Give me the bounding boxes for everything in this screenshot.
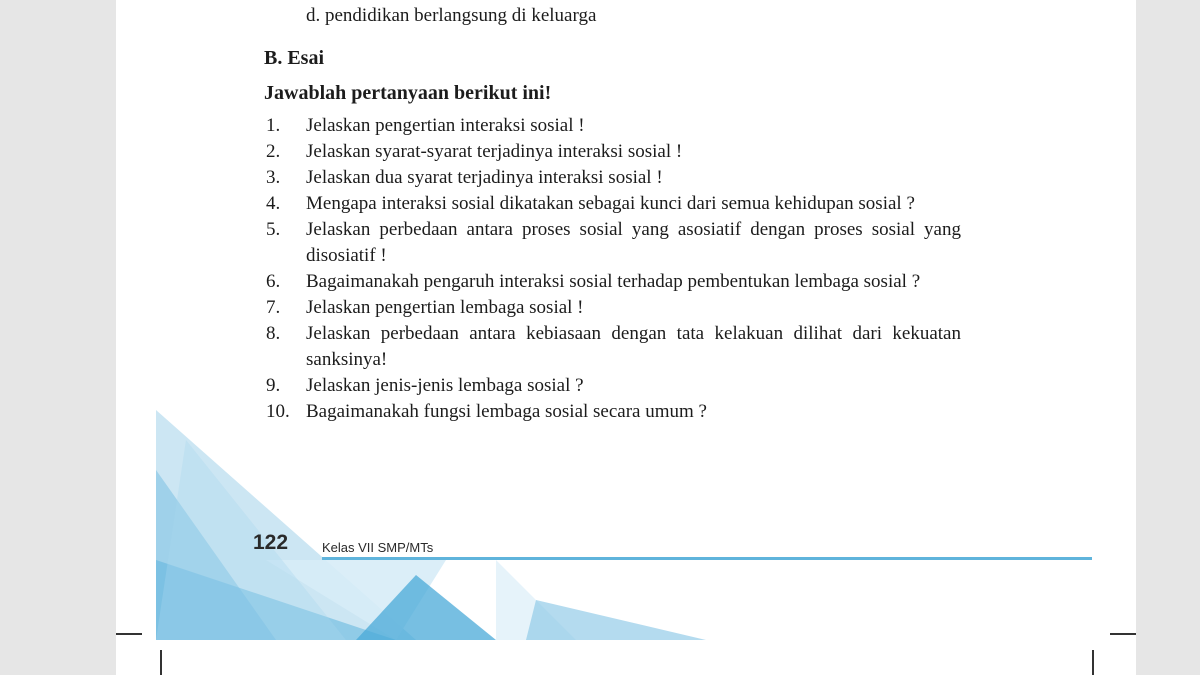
list-item xyxy=(266,217,961,269)
list-item xyxy=(266,321,961,373)
list-item xyxy=(266,139,961,165)
book-title: Kelas VII SMP/MTs xyxy=(322,540,434,555)
list-item xyxy=(266,269,961,295)
question-number: 5. xyxy=(266,219,281,240)
question-number: 4. xyxy=(266,193,281,214)
question-text: Jelaskan pengertian lembaga sosial ! xyxy=(306,297,584,318)
question-number: 6. xyxy=(266,271,281,292)
option-d: d. pendidikan berlangsung di keluarga xyxy=(306,5,597,26)
crop-mark-left-vertical xyxy=(160,650,162,675)
footer-rule xyxy=(322,557,1092,560)
question-number: 10. xyxy=(266,401,290,422)
list-item xyxy=(266,191,961,217)
list-item xyxy=(266,113,961,139)
question-text: Jelaskan perbedaan antara proses sosial yang asosiatif dengan proses sosial yang disosiatif ! xyxy=(306,219,961,266)
page-margin-right xyxy=(1136,0,1200,675)
question-number: 3. xyxy=(266,167,281,188)
question-text: Bagaimanakah pengaruh interaksi sosial terhadap pembentukan lembaga sosial ? xyxy=(306,271,921,292)
question-number: 1. xyxy=(266,115,281,136)
question-text: Jelaskan dua syarat terjadinya interaksi sosial ! xyxy=(306,167,663,188)
document-page xyxy=(116,0,1136,675)
crop-mark-left-horizontal xyxy=(116,633,142,635)
question-number: 8. xyxy=(266,323,281,344)
question-text: Jelaskan jenis-jenis lembaga sosial ? xyxy=(306,375,584,396)
crop-mark-right-vertical xyxy=(1092,650,1094,675)
question-text: Jelaskan pengertian interaksi sosial ! xyxy=(306,115,585,136)
question-text: Mengapa interaksi sosial dikatakan sebagai kunci dari semua kehidupan sosial ? xyxy=(306,193,915,214)
question-text: Bagaimanakah fungsi lembaga sosial secara umum ? xyxy=(306,401,707,422)
page-number: 122 xyxy=(253,531,289,554)
question-text: Jelaskan syarat-syarat terjadinya interaksi sosial ! xyxy=(306,141,683,162)
question-number: 2. xyxy=(266,141,281,162)
list-item xyxy=(266,373,961,399)
section-title: B. Esai xyxy=(264,47,325,69)
list-item xyxy=(266,399,961,425)
question-list xyxy=(266,113,961,425)
question-number: 7. xyxy=(266,297,281,318)
crop-mark-right-horizontal xyxy=(1110,633,1136,635)
question-text: Jelaskan perbedaan antara kebiasaan dengan tata kelakuan dilihat dari kekuatan sanksinya! xyxy=(306,323,961,370)
list-item xyxy=(266,295,961,321)
question-number: 9. xyxy=(266,375,281,396)
list-item xyxy=(266,165,961,191)
instruction-heading: Jawablah pertanyaan berikut ini! xyxy=(264,82,552,104)
